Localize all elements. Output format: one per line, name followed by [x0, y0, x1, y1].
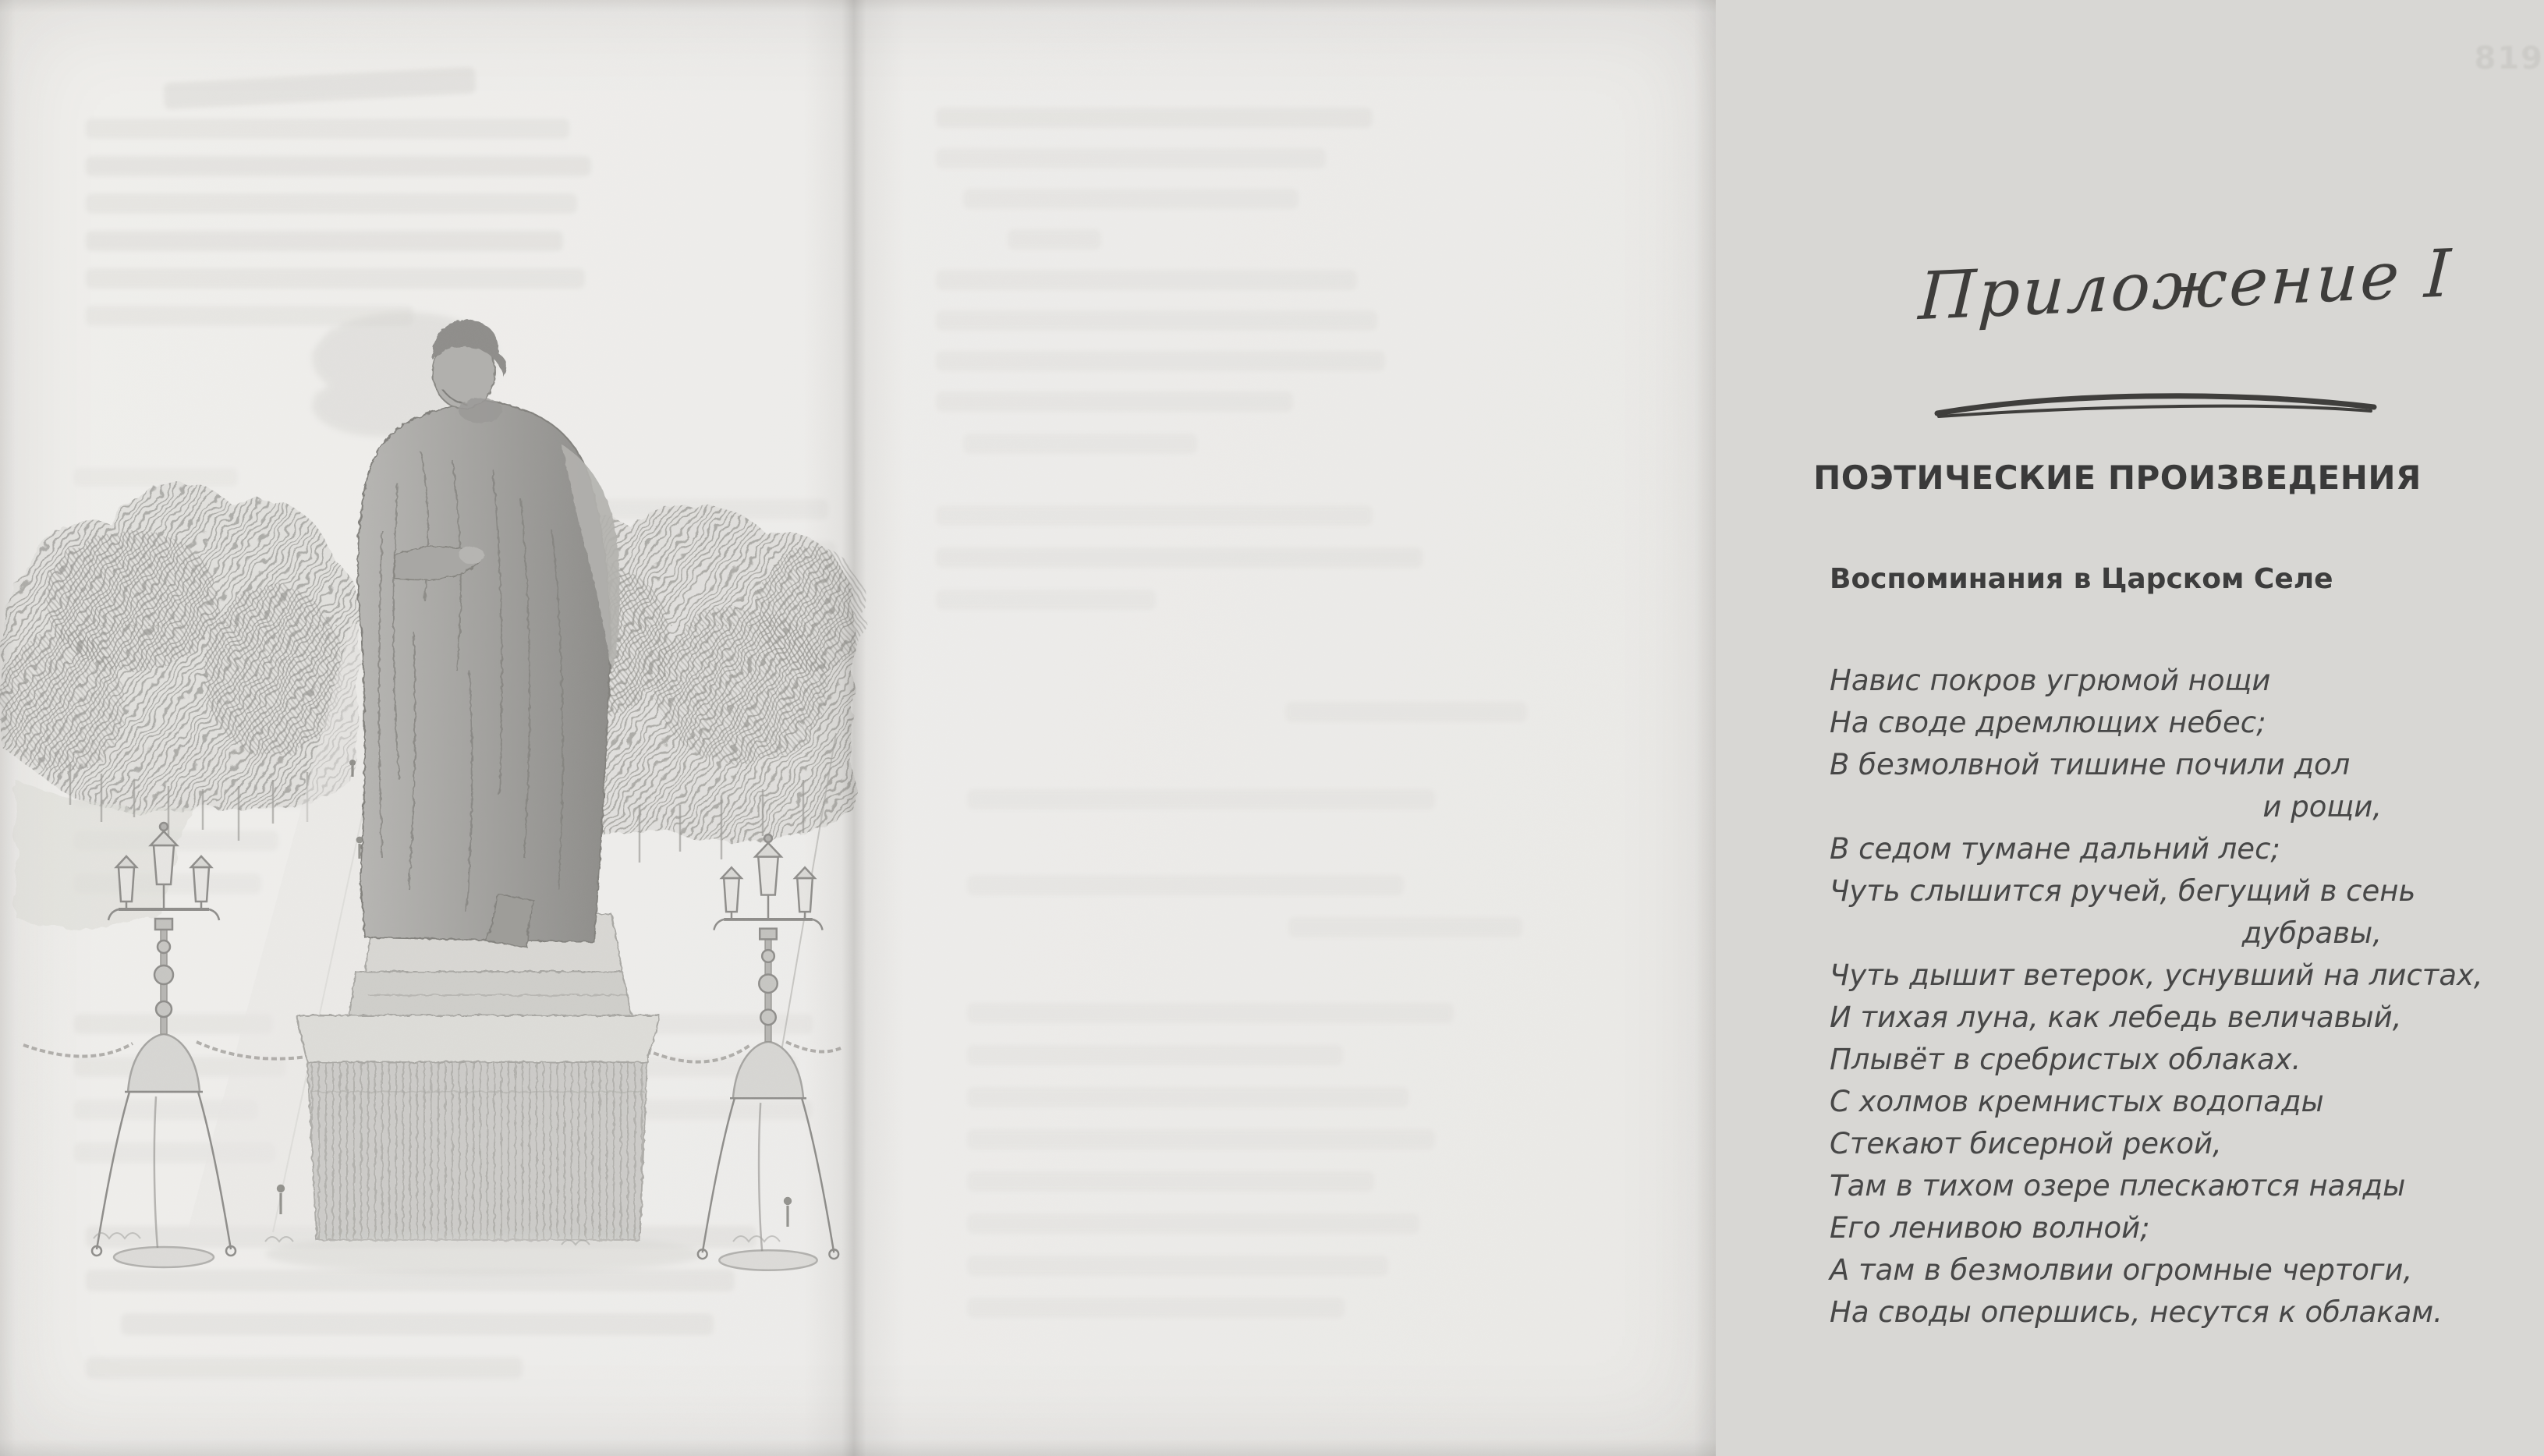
right-page — [850, 0, 2544, 1456]
ghost-text-line — [936, 391, 1293, 412]
ghost-text-line — [86, 231, 563, 251]
ghost-text-line — [967, 875, 1404, 895]
ghost-text-line — [967, 1256, 1388, 1276]
ghost-text-line — [967, 1213, 1419, 1234]
ghost-text-line — [967, 1171, 1374, 1192]
ghost-text-line — [967, 1045, 1343, 1065]
ghost-text-line — [936, 351, 1385, 371]
ghost-text-line — [86, 119, 569, 139]
ghost-text-line — [936, 547, 1423, 568]
poem — [1830, 660, 2483, 1334]
poem-line: В седом тумане дальний лес; — [1830, 832, 2280, 866]
ghost-text-line — [1285, 702, 1527, 722]
appendix-underline-flourish — [1933, 390, 2380, 424]
ghost-text-line — [86, 193, 577, 214]
poem-line: Стекают бисерной рекой, — [1830, 1127, 2222, 1160]
page-number: 819 — [2474, 41, 2544, 76]
left-page — [0, 0, 850, 1456]
ghost-text-line — [936, 148, 1326, 168]
ghost-text-line — [967, 1003, 1454, 1023]
poem-line: Навис покров угрюмой нощи — [1830, 664, 2271, 697]
poem-line: Чуть слышится ручей, бегущий в сень — [1830, 874, 2416, 908]
ghost-text-line — [967, 1129, 1435, 1150]
pedestal-shadow — [265, 1234, 702, 1274]
pushkin-monument-illustration — [16, 265, 842, 1373]
ghost-text-line — [86, 156, 591, 176]
poem-line: А там в безмолвии огромные чертоги, — [1830, 1253, 2413, 1287]
ghost-text-line — [936, 590, 1156, 610]
ghost-text-line — [963, 434, 1197, 454]
ghost-text-line — [936, 270, 1357, 290]
ghost-text-line — [936, 108, 1373, 128]
ghost-text-line — [967, 1087, 1408, 1107]
ghost-text-line — [967, 789, 1435, 809]
ghost-text-line — [936, 505, 1373, 526]
ghost-text-line — [936, 310, 1377, 331]
ghost-text-line — [163, 67, 476, 110]
street-lamp-right — [698, 834, 838, 1270]
section-title: ПОЭТИЧЕСКИЕ ПРОИЗВЕДЕНИЯ — [1813, 459, 2422, 497]
poem-line: дубравы, — [2241, 916, 2382, 950]
poem-line: На своды опершись, несутся к облакам. — [1830, 1295, 2443, 1329]
poem-line: Плывёт в сребристых облаках. — [1830, 1043, 2301, 1076]
poem-line: Его ленивою волной; — [1830, 1211, 2150, 1245]
poem-line: Чуть дышит ветерок, уснувший на листах, — [1830, 958, 2483, 992]
poem-line: В безмолвной тишине почили дол — [1830, 748, 2351, 781]
poem-line: С холмов кремнистых водопады — [1830, 1085, 2324, 1118]
ghost-text-line — [963, 189, 1299, 209]
poem-line: и рощи, — [2262, 790, 2382, 824]
poem-line: И тихая луна, как лебедь величавый, — [1830, 1001, 2402, 1034]
poem-title: Воспоминания в Царском Селе — [1830, 563, 2333, 595]
ghost-text-line — [1008, 229, 1101, 250]
ghost-text-line — [1288, 917, 1522, 937]
poem-line: Там в тихом озере плескаются наяды — [1830, 1169, 2406, 1203]
ghost-text-line — [967, 1298, 1345, 1318]
poem-line: На своде дремлющих небес; — [1830, 706, 2266, 739]
appendix-script-title: Приложение I — [1917, 235, 2455, 335]
